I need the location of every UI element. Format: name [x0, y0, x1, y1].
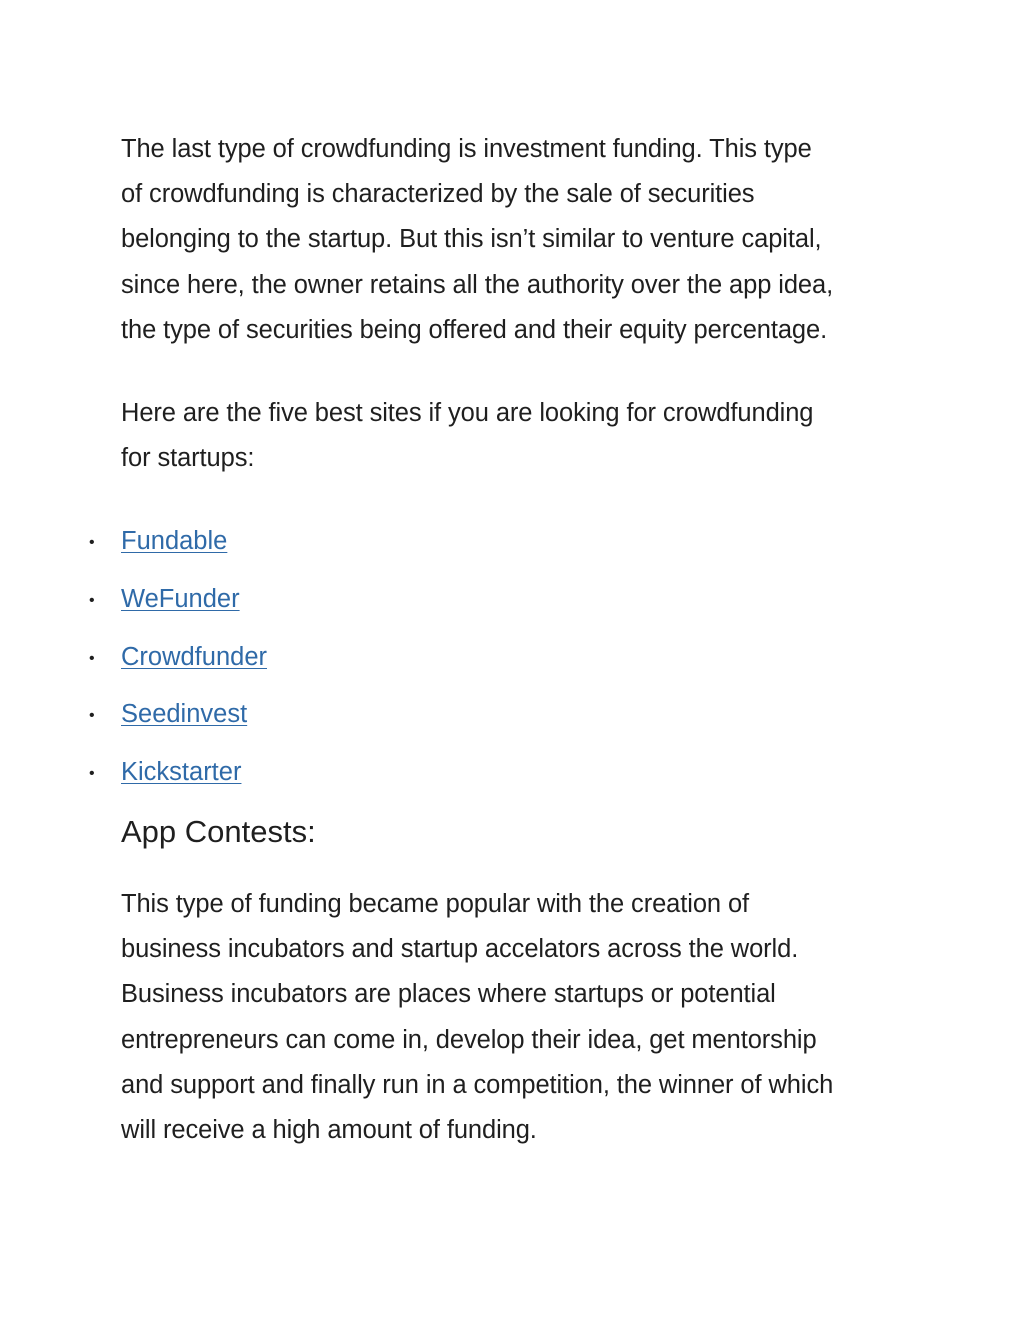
- crowdfunding-sites-list: [0, 518, 1024, 807]
- wefunder-link[interactable]: WeFunder: [121, 584, 240, 613]
- sites-intro-paragraph: [121, 391, 921, 481]
- list-item: [0, 518, 1024, 576]
- bullet-icon: •: [89, 649, 95, 667]
- list-item: [0, 576, 1024, 634]
- list-item: [0, 691, 1024, 749]
- paragraph-line: for startups:: [121, 444, 255, 473]
- list-item: [0, 634, 1024, 692]
- paragraph-line: The last type of crowdfunding is investment funding. This type: [121, 135, 812, 163]
- paragraph-line: Here are the five best sites if you are looking for crowdfunding: [121, 399, 814, 427]
- crowdfunder-link[interactable]: Crowdfunder: [121, 642, 267, 671]
- paragraph-line: entrepreneurs can come in, develop their idea, get mentorship: [121, 1025, 817, 1054]
- bullet-icon: •: [89, 534, 95, 551]
- paragraph-line: Business incubators are places where startups or potential: [121, 980, 776, 1009]
- paragraph-line: the type of securities being offered and their equity percentage.: [121, 315, 828, 344]
- paragraph-line: business incubators and startup accelators across the world.: [121, 935, 799, 964]
- app-contests-heading: App Contests:: [121, 814, 316, 849]
- bullet-icon: •: [89, 765, 95, 783]
- paragraph-line: and support and finally run in a competition, the winner of which: [121, 1070, 834, 1099]
- bullet-icon: •: [89, 591, 95, 609]
- fundable-link[interactable]: Fundable: [121, 527, 228, 555]
- paragraph-line: This type of funding became popular with the creation of: [121, 890, 750, 918]
- paragraph-line: belonging to the startup. But this isn’t similar to venture capital,: [121, 225, 822, 254]
- bullet-icon: •: [89, 707, 95, 725]
- list-item: [0, 749, 1024, 807]
- investment-funding-paragraph: [121, 127, 921, 353]
- paragraph-line: will receive a high amount of funding.: [121, 1116, 537, 1145]
- app-contests-paragraph: [121, 882, 921, 1153]
- paragraph-line: since here, the owner retains all the authority over the app idea,: [121, 270, 834, 299]
- seedinvest-link[interactable]: Seedinvest: [121, 700, 248, 729]
- kickstarter-link[interactable]: Kickstarter: [121, 758, 242, 787]
- paragraph-line: of crowdfunding is characterized by the sale of securities: [121, 180, 755, 209]
